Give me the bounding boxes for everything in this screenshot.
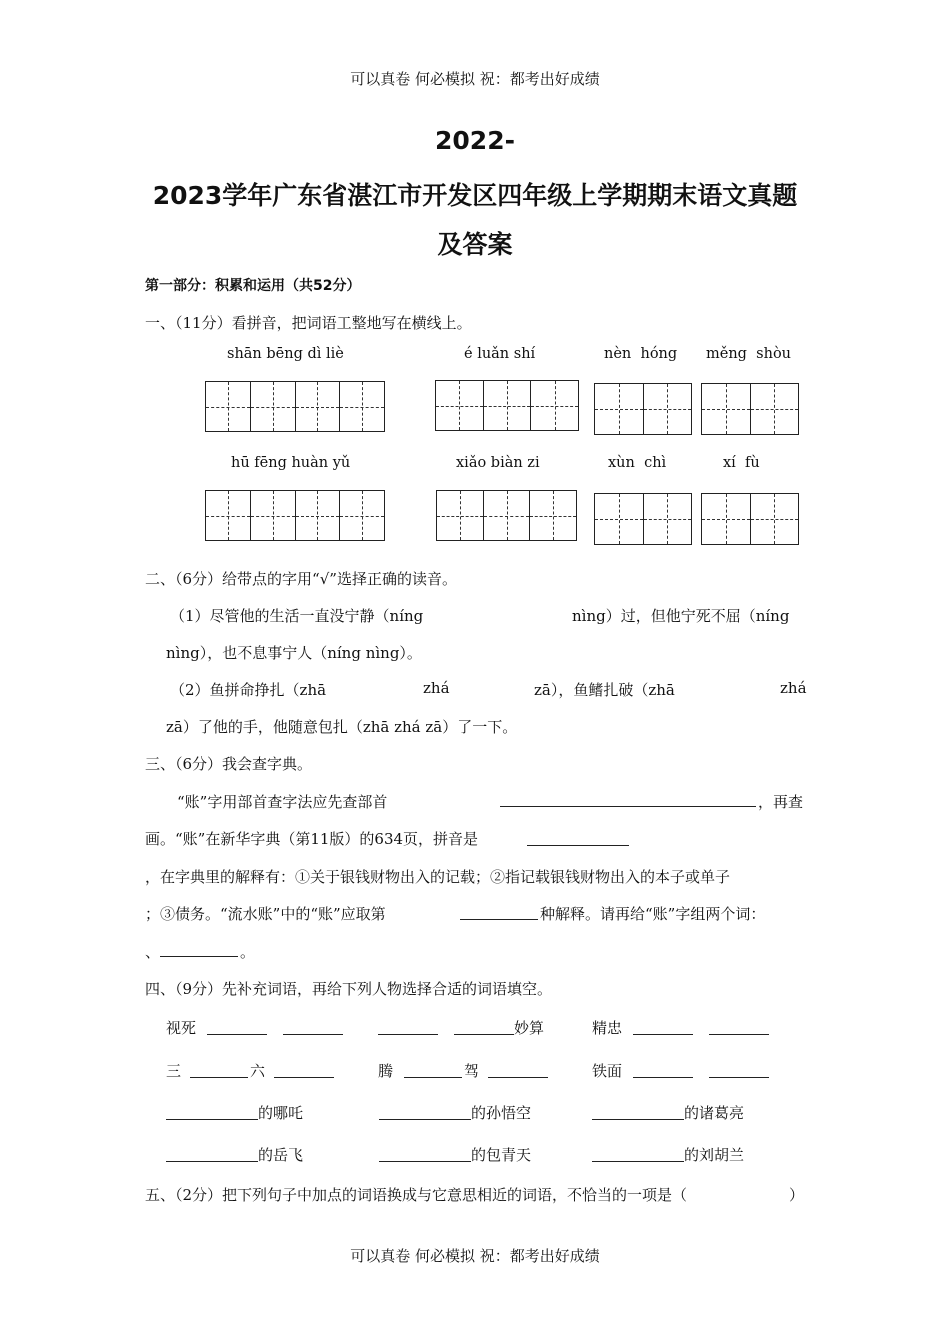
grid-cell[interactable] — [296, 491, 341, 540]
grid-cell[interactable] — [340, 382, 384, 431]
q1-pinyin: xí fù — [723, 455, 760, 471]
q5-paren-close: ） — [789, 1186, 805, 1204]
q3-line: 画。“账”在新华字典（第11版）的634页，拼音是 — [145, 830, 479, 848]
grid-cell[interactable] — [436, 381, 484, 430]
q1-pinyin: měng shòu — [706, 346, 792, 362]
header-banner: 可以真卷 何必模拟 祝：都考出好成绩 — [350, 70, 600, 88]
answer-blank[interactable] — [709, 1077, 769, 1078]
q3-line: ，再查 — [758, 793, 804, 811]
answer-blank[interactable] — [166, 1161, 258, 1162]
answer-blank[interactable] — [283, 1034, 343, 1035]
grid-cell[interactable] — [340, 491, 384, 540]
q2-line: （1）尽管他的生活一直没宁静（níng — [170, 607, 424, 625]
answer-blank[interactable] — [500, 806, 756, 807]
q2-line: nìng）过，但他宁死不屈（níng — [572, 607, 790, 625]
q4-word: 妙算 — [514, 1019, 545, 1037]
grid-cell[interactable] — [484, 491, 531, 540]
q4-character: 的包青天 — [471, 1146, 532, 1164]
q1-pinyin: xiǎo biàn zi — [456, 455, 540, 471]
q4-word: 六 — [250, 1062, 266, 1080]
writing-grid[interactable] — [594, 493, 692, 545]
q3-line: 。 — [240, 943, 256, 961]
answer-blank[interactable] — [274, 1077, 334, 1078]
q4-character: 的诸葛亮 — [684, 1104, 745, 1122]
q4-word: 视死 — [166, 1019, 197, 1037]
q4-word: 精忠 — [592, 1019, 623, 1037]
q4-stem: 四、（9分）先补充词语，再给下列人物选择合适的词语填空。 — [145, 980, 553, 998]
answer-blank[interactable] — [404, 1077, 462, 1078]
q2-line: zhá — [780, 679, 807, 697]
q3-stem: 三、（6分）我会查字典。 — [145, 755, 313, 773]
q5-stem: 五、（2分）把下列句子中加点的词语换成与它意思相近的词语，不恰当的一项是（ — [145, 1186, 688, 1204]
q2-line: zhá — [423, 679, 450, 697]
grid-cell[interactable] — [702, 494, 751, 544]
q4-character: 的刘胡兰 — [684, 1146, 745, 1164]
answer-blank[interactable] — [709, 1034, 769, 1035]
q2-line: zā），鱼鳍扎破（zhā — [534, 681, 675, 699]
q1-pinyin: é luǎn shí — [464, 346, 536, 362]
grid-cell[interactable] — [530, 491, 576, 540]
answer-blank[interactable] — [633, 1077, 693, 1078]
writing-grid[interactable] — [701, 493, 799, 545]
footer-banner: 可以真卷 何必模拟 祝：都考出好成绩 — [350, 1247, 600, 1265]
page-title-line-2: 2023学年广东省湛江市开发区四年级上学期期末语文真题 — [152, 181, 798, 210]
q1-stem: 一、（11分）看拼音，把词语工整地写在横线上。 — [145, 314, 472, 332]
q4-word: 铁面 — [592, 1062, 623, 1080]
q1-pinyin: shān bēng dì liè — [227, 346, 344, 362]
q4-character: 的岳飞 — [258, 1146, 304, 1164]
grid-cell[interactable] — [484, 381, 532, 430]
grid-cell[interactable] — [702, 384, 751, 434]
q4-word: 腾 — [378, 1062, 394, 1080]
grid-cell[interactable] — [437, 491, 484, 540]
grid-cell[interactable] — [206, 382, 251, 431]
grid-cell[interactable] — [751, 494, 799, 544]
q4-character: 的孙悟空 — [471, 1104, 532, 1122]
answer-blank[interactable] — [527, 845, 629, 846]
answer-blank[interactable] — [379, 1119, 471, 1120]
q2-line: zā）了他的手，他随意包扎（zhā zhá zā）了一下。 — [166, 718, 518, 736]
answer-blank[interactable] — [460, 919, 538, 920]
answer-blank[interactable] — [166, 1119, 258, 1120]
q2-stem: 二、（6分）给带点的字用“√”选择正确的读音。 — [145, 570, 457, 588]
grid-cell[interactable] — [296, 382, 341, 431]
grid-cell[interactable] — [206, 491, 251, 540]
q1-pinyin: xùn chì — [608, 455, 667, 471]
answer-blank[interactable] — [454, 1034, 514, 1035]
q1-pinyin: hū fēng huàn yǔ — [231, 455, 351, 471]
q4-character: 的哪吒 — [258, 1104, 304, 1122]
grid-cell[interactable] — [644, 384, 692, 434]
writing-grid[interactable] — [701, 383, 799, 435]
grid-cell[interactable] — [531, 381, 578, 430]
q2-line: nìng），也不息事宁人（níng nìng）。 — [166, 644, 422, 662]
q3-line: “账”字用部首查字法应先查部首 — [177, 793, 388, 811]
answer-blank[interactable] — [592, 1119, 684, 1120]
writing-grid[interactable] — [436, 490, 577, 541]
grid-cell[interactable] — [595, 494, 644, 544]
answer-blank[interactable] — [207, 1034, 267, 1035]
q2-line: （2）鱼拼命挣扎（zhā — [170, 681, 327, 699]
q1-pinyin: nèn hóng — [604, 346, 678, 362]
grid-cell[interactable] — [251, 491, 296, 540]
answer-blank[interactable] — [379, 1161, 471, 1162]
q4-word: 驾 — [464, 1062, 480, 1080]
answer-blank[interactable] — [592, 1161, 684, 1162]
answer-blank[interactable] — [190, 1077, 248, 1078]
q4-word: 三 — [166, 1062, 182, 1080]
answer-blank[interactable] — [488, 1077, 548, 1078]
grid-cell[interactable] — [595, 384, 644, 434]
writing-grid[interactable] — [205, 381, 385, 432]
writing-grid[interactable] — [205, 490, 385, 541]
q3-line: 种解释。请再给“账”字组两个词： — [540, 905, 766, 923]
answer-blank[interactable] — [633, 1034, 693, 1035]
answer-blank[interactable] — [160, 956, 238, 957]
grid-cell[interactable] — [751, 384, 799, 434]
part1-heading: 第一部分：积累和运用（共52分） — [145, 278, 361, 294]
page-title-line-1: 2022- — [435, 126, 515, 155]
grid-cell[interactable] — [251, 382, 296, 431]
q3-line: ；③债务。“流水账”中的“账”应取第 — [145, 905, 386, 923]
writing-grid[interactable] — [594, 383, 692, 435]
page-title-line-3: 及答案 — [437, 230, 513, 259]
writing-grid[interactable] — [435, 380, 579, 431]
q3-line: ，在字典里的解释有：①关于银钱财物出入的记载；②指记载银钱财物出入的本子或单子 — [145, 868, 731, 886]
answer-blank[interactable] — [378, 1034, 438, 1035]
grid-cell[interactable] — [644, 494, 692, 544]
q3-line: 、 — [145, 943, 161, 961]
